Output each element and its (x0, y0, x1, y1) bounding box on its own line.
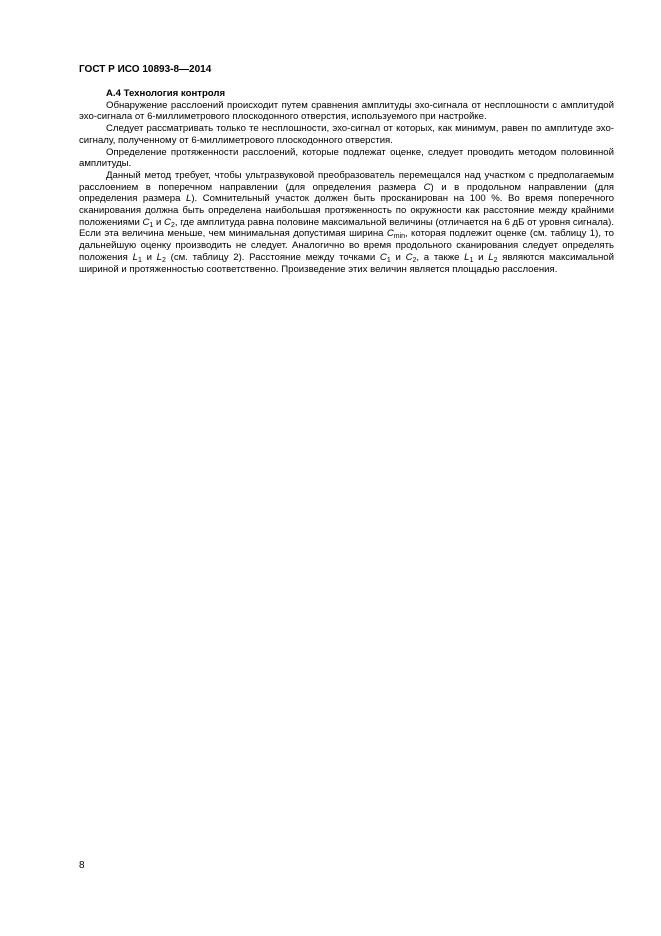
text-segment: , которая подлежит оценке (см. таблицу 1), то дальнейшую оценку производить не следует. Аналогично во время продольного сканирования следует определять положения (79, 228, 614, 263)
document-body (79, 88, 614, 275)
paragraph-extent-method: Определение протяженности расслоений, которые подлежат оценке, следует проводить методом половинной амплитуды. (79, 146, 614, 170)
paragraph-consideration: Следует рассматривать только те несплошности, эхо-сигнал от которых, как минимум, равен по амплитуде эхо-сигналу, полученному от 6-миллиметрового плоскодонного отверстия. (79, 123, 614, 146)
text-segment: , где амплитуда равна половине максимальной величины (отличается на 6 дБ от уровня сигнала). Если эта величина меньше, чем минимальная допустимая ширина (79, 216, 614, 240)
section-title: А.4 Технология контроля (106, 88, 226, 99)
variable-letter: C (379, 251, 387, 263)
variable-cmin (387, 228, 405, 239)
variable-subscript: min (393, 233, 406, 241)
variable-letter: C (386, 228, 394, 240)
variable-letter: L (488, 251, 494, 263)
text-segment: и (473, 251, 489, 263)
variable-c: C (423, 181, 431, 193)
text-segment: и (153, 216, 165, 228)
variable-subscript: 2 (412, 256, 417, 264)
variable-letter: L (132, 251, 138, 263)
variable-letter: L (464, 251, 470, 263)
paragraph-scanning-method (79, 170, 614, 275)
variable-subscript: 1 (386, 256, 391, 264)
variable-l1 (133, 252, 142, 263)
variable-c1 (142, 217, 153, 228)
text-segment: , а также (416, 251, 465, 263)
text-segment: ) и в продольном направлении (для определения размера (79, 181, 615, 205)
variable-letter: C (405, 251, 413, 263)
variable-letter: C (164, 216, 171, 228)
variable-subscript: 2 (162, 256, 166, 264)
variable-subscript: 2 (170, 221, 175, 229)
variable-c2 (164, 217, 175, 228)
text-segment: и (141, 251, 157, 263)
variable-l: L (186, 193, 192, 205)
text-segment: являются максимальной шириной и протяженностью соответственно. Произведение этих величин является площадью расслоения. (79, 251, 614, 275)
variable-subscript: 1 (149, 221, 154, 229)
variable-l2 (157, 252, 166, 263)
variable-subscript: 1 (137, 256, 142, 264)
text-segment: и (390, 251, 406, 263)
document-code-header: ГОСТ Р ИСО 10893-8—2014 (79, 64, 212, 75)
text-segment: ). Сомнительный участок должен быть просканирован на 100 %. Во время поперечного сканирования должна быть определена наибольшая протяженность по окружности как расстояние между крайними положениями (79, 193, 614, 228)
variable-letter: L (156, 251, 162, 263)
paragraph-detection: Обнаружение расслоений происходит путем сравнения амплитуды эхо-сигнала от несплошности с амплитудой эхо-сигнала от 6-миллиметрового плоскодонного отверстия, используемого при настройке. (79, 99, 614, 123)
variable-c2 (406, 252, 417, 263)
text-segment: Данный метод требует, чтобы ультразвуковой преобразователь перемещался над участком с предполагаемым расслоением в поперечном направлении (для определения размера (79, 169, 614, 193)
variable-c1 (380, 252, 391, 263)
variable-letter: C (142, 216, 150, 228)
page-number: 8 (79, 860, 85, 871)
text-segment: (см. таблицу 2). Расстояние между точками (165, 251, 380, 263)
variable-subscript: 1 (469, 256, 474, 264)
variable-subscript: 2 (493, 256, 498, 264)
